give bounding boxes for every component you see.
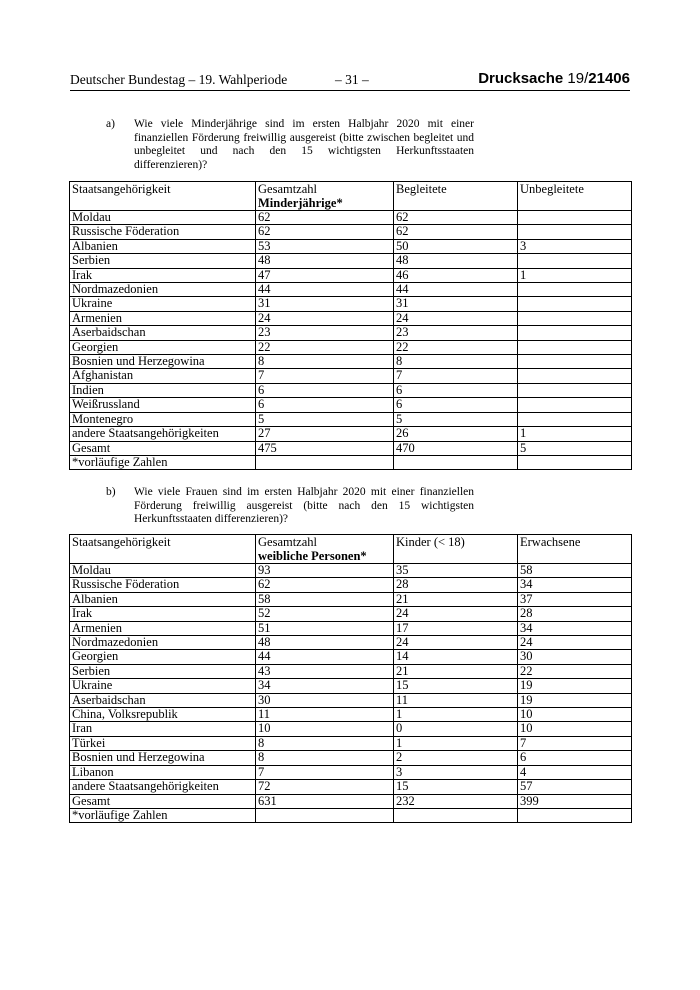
doc-number: 21406 bbox=[588, 70, 630, 87]
value-cell: 19 bbox=[518, 679, 632, 693]
value-cell: 17 bbox=[394, 621, 518, 635]
value-cell: 631 bbox=[256, 794, 394, 808]
value-cell: 27 bbox=[256, 427, 394, 441]
question-a-text: Wie viele Minderjährige sind im ersten Halbjahr 2020 mit einer finanziellen Förderung freiwillig ausgereist (bitte zwischen begleitet und unbegleitet und nach den 15 wichtigsten Herkunftsstaaten differenzieren)? bbox=[134, 118, 474, 171]
value-cell: 58 bbox=[518, 564, 632, 578]
doc-label: Drucksache bbox=[478, 70, 564, 87]
value-cell: 3 bbox=[518, 239, 632, 253]
value-cell bbox=[256, 455, 394, 469]
value-cell: 7 bbox=[256, 369, 394, 383]
question-a bbox=[106, 118, 474, 172]
value-cell: 1 bbox=[394, 708, 518, 722]
value-cell: 24 bbox=[394, 311, 518, 325]
table-row bbox=[70, 427, 632, 441]
value-cell: 21 bbox=[394, 664, 518, 678]
value-cell bbox=[518, 383, 632, 397]
country-cell: Weißrussland bbox=[70, 398, 256, 412]
doc-number-prefix: 19/ bbox=[567, 70, 589, 87]
value-cell: 4 bbox=[518, 765, 632, 779]
value-cell: 48 bbox=[256, 254, 394, 268]
value-cell: 44 bbox=[394, 283, 518, 297]
value-cell: 47 bbox=[256, 268, 394, 282]
table-row bbox=[70, 736, 632, 750]
country-cell: Georgien bbox=[70, 340, 256, 354]
value-cell: 34 bbox=[518, 578, 632, 592]
value-cell: 232 bbox=[394, 794, 518, 808]
country-cell: Aserbaidschan bbox=[70, 693, 256, 707]
value-cell: 28 bbox=[394, 578, 518, 592]
table-row bbox=[70, 398, 632, 412]
country-cell: Albanien bbox=[70, 592, 256, 606]
column-header-text: Kinder (< 18) bbox=[396, 535, 465, 549]
value-cell bbox=[518, 283, 632, 297]
country-cell: Georgien bbox=[70, 650, 256, 664]
country-cell: Bosnien und Herzegowina bbox=[70, 751, 256, 765]
value-cell: 19 bbox=[518, 693, 632, 707]
table-row bbox=[70, 664, 632, 678]
table-row bbox=[70, 369, 632, 383]
table-row bbox=[70, 383, 632, 397]
value-cell: 5 bbox=[256, 412, 394, 426]
table-row bbox=[70, 794, 632, 808]
value-cell: 24 bbox=[394, 636, 518, 650]
value-cell: 58 bbox=[256, 592, 394, 606]
value-cell: 6 bbox=[256, 398, 394, 412]
value-cell: 10 bbox=[518, 722, 632, 736]
value-cell: 5 bbox=[394, 412, 518, 426]
column-header bbox=[394, 535, 518, 564]
value-cell bbox=[518, 355, 632, 369]
column-header bbox=[394, 182, 518, 211]
header-publisher: Deutscher Bundestag – 19. Wahlperiode bbox=[70, 72, 288, 87]
table-row bbox=[70, 340, 632, 354]
value-cell: 44 bbox=[256, 283, 394, 297]
value-cell: 62 bbox=[256, 225, 394, 239]
value-cell: 23 bbox=[394, 326, 518, 340]
country-cell: andere Staatsangehörigkeiten bbox=[70, 427, 256, 441]
table-row bbox=[70, 765, 632, 779]
table-row bbox=[70, 621, 632, 635]
table-row bbox=[70, 708, 632, 722]
value-cell: 62 bbox=[256, 578, 394, 592]
value-cell: 6 bbox=[394, 383, 518, 397]
value-cell bbox=[518, 211, 632, 225]
value-cell: 2 bbox=[394, 751, 518, 765]
value-cell: 24 bbox=[394, 607, 518, 621]
value-cell: 11 bbox=[394, 693, 518, 707]
value-cell bbox=[518, 225, 632, 239]
country-cell: Armenien bbox=[70, 311, 256, 325]
table-row bbox=[70, 592, 632, 606]
country-cell: Ukraine bbox=[70, 297, 256, 311]
country-cell: Moldau bbox=[70, 564, 256, 578]
country-cell: Türkei bbox=[70, 736, 256, 750]
table-row bbox=[70, 650, 632, 664]
country-cell: Armenien bbox=[70, 621, 256, 635]
value-cell: 31 bbox=[256, 297, 394, 311]
country-cell: Nordmazedonien bbox=[70, 283, 256, 297]
value-cell: 22 bbox=[256, 340, 394, 354]
country-cell: Nordmazedonien bbox=[70, 636, 256, 650]
value-cell: 14 bbox=[394, 650, 518, 664]
table-row bbox=[70, 311, 632, 325]
value-cell: 399 bbox=[518, 794, 632, 808]
page-header bbox=[70, 70, 630, 91]
country-cell: *vorläufige Zahlen bbox=[70, 455, 256, 469]
value-cell: 51 bbox=[256, 621, 394, 635]
question-a-label: a) bbox=[106, 118, 115, 130]
table-row bbox=[70, 441, 632, 455]
table-women bbox=[69, 534, 632, 823]
document-number bbox=[478, 70, 630, 87]
country-cell: Albanien bbox=[70, 239, 256, 253]
value-cell: 1 bbox=[394, 736, 518, 750]
value-cell: 0 bbox=[394, 722, 518, 736]
value-cell: 93 bbox=[256, 564, 394, 578]
value-cell: 7 bbox=[256, 765, 394, 779]
value-cell: 52 bbox=[256, 607, 394, 621]
table-row bbox=[70, 751, 632, 765]
value-cell: 62 bbox=[394, 211, 518, 225]
value-cell: 44 bbox=[256, 650, 394, 664]
value-cell: 26 bbox=[394, 427, 518, 441]
value-cell: 50 bbox=[394, 239, 518, 253]
column-header-text: Begleitete bbox=[396, 182, 447, 196]
value-cell: 6 bbox=[256, 383, 394, 397]
column-header-text: Erwachsene bbox=[520, 535, 581, 549]
country-cell: Indien bbox=[70, 383, 256, 397]
table-row bbox=[70, 239, 632, 253]
value-cell: 10 bbox=[518, 708, 632, 722]
table-row bbox=[70, 636, 632, 650]
country-cell: Iran bbox=[70, 722, 256, 736]
country-cell: Russische Föderation bbox=[70, 225, 256, 239]
value-cell bbox=[394, 808, 518, 822]
value-cell bbox=[518, 297, 632, 311]
column-header-text: Minderjährige* bbox=[258, 196, 343, 210]
value-cell: 31 bbox=[394, 297, 518, 311]
country-cell: Ukraine bbox=[70, 679, 256, 693]
table-row bbox=[70, 225, 632, 239]
table-row bbox=[70, 722, 632, 736]
value-cell: 48 bbox=[256, 636, 394, 650]
value-cell: 8 bbox=[394, 355, 518, 369]
column-header bbox=[70, 535, 256, 564]
country-cell: Russische Föderation bbox=[70, 578, 256, 592]
column-header-text: Staatsangehörigkeit bbox=[72, 182, 171, 196]
table-row bbox=[70, 808, 632, 822]
value-cell: 15 bbox=[394, 679, 518, 693]
value-cell: 1 bbox=[518, 427, 632, 441]
question-b-label: b) bbox=[106, 486, 116, 498]
column-header-text: Unbegleitete bbox=[520, 182, 584, 196]
column-header-text: Staatsangehörigkeit bbox=[72, 535, 171, 549]
value-cell: 1 bbox=[518, 268, 632, 282]
question-b-text: Wie viele Frauen sind im ersten Halbjahr 2020 mit einer finanziellen Förderung freiwillig ausgereist (bitte nach den 15 wichtigsten Herkunftsstaaten differenzieren)? bbox=[134, 486, 474, 526]
value-cell bbox=[394, 455, 518, 469]
value-cell bbox=[518, 412, 632, 426]
country-cell: Afghanistan bbox=[70, 369, 256, 383]
value-cell: 62 bbox=[394, 225, 518, 239]
value-cell: 30 bbox=[256, 693, 394, 707]
value-cell: 34 bbox=[256, 679, 394, 693]
value-cell: 22 bbox=[394, 340, 518, 354]
country-cell: Irak bbox=[70, 607, 256, 621]
country-cell: Moldau bbox=[70, 211, 256, 225]
column-header bbox=[256, 535, 394, 564]
table-row bbox=[70, 355, 632, 369]
value-cell bbox=[518, 340, 632, 354]
table-header-row bbox=[70, 535, 632, 564]
table-row bbox=[70, 326, 632, 340]
table-minors bbox=[69, 181, 632, 470]
table-row bbox=[70, 780, 632, 794]
column-header-text: Gesamtzahl bbox=[258, 535, 318, 549]
table-row bbox=[70, 412, 632, 426]
country-cell: Serbien bbox=[70, 664, 256, 678]
value-cell bbox=[518, 369, 632, 383]
column-header bbox=[70, 182, 256, 211]
country-cell: Montenegro bbox=[70, 412, 256, 426]
country-cell: andere Staatsangehörigkeiten bbox=[70, 780, 256, 794]
page-number: – 31 – bbox=[335, 72, 369, 87]
value-cell: 43 bbox=[256, 664, 394, 678]
value-cell: 10 bbox=[256, 722, 394, 736]
table-row bbox=[70, 283, 632, 297]
table-row bbox=[70, 211, 632, 225]
column-header bbox=[518, 182, 632, 211]
country-cell: Aserbaidschan bbox=[70, 326, 256, 340]
value-cell bbox=[518, 311, 632, 325]
table-row bbox=[70, 455, 632, 469]
value-cell: 24 bbox=[518, 636, 632, 650]
value-cell: 7 bbox=[518, 736, 632, 750]
country-cell: Libanon bbox=[70, 765, 256, 779]
country-cell: Gesamt bbox=[70, 794, 256, 808]
value-cell: 8 bbox=[256, 751, 394, 765]
table-row bbox=[70, 564, 632, 578]
value-cell: 72 bbox=[256, 780, 394, 794]
value-cell: 62 bbox=[256, 211, 394, 225]
question-b bbox=[106, 486, 474, 527]
country-cell: Irak bbox=[70, 268, 256, 282]
value-cell: 30 bbox=[518, 650, 632, 664]
value-cell bbox=[518, 326, 632, 340]
column-header bbox=[518, 535, 632, 564]
value-cell: 5 bbox=[518, 441, 632, 455]
value-cell bbox=[256, 808, 394, 822]
value-cell: 57 bbox=[518, 780, 632, 794]
value-cell: 24 bbox=[256, 311, 394, 325]
value-cell: 48 bbox=[394, 254, 518, 268]
table-row bbox=[70, 254, 632, 268]
country-cell: Gesamt bbox=[70, 441, 256, 455]
value-cell: 7 bbox=[394, 369, 518, 383]
value-cell: 6 bbox=[518, 751, 632, 765]
value-cell: 37 bbox=[518, 592, 632, 606]
value-cell: 46 bbox=[394, 268, 518, 282]
value-cell: 15 bbox=[394, 780, 518, 794]
value-cell: 35 bbox=[394, 564, 518, 578]
table-row bbox=[70, 578, 632, 592]
table-row bbox=[70, 607, 632, 621]
value-cell bbox=[518, 398, 632, 412]
value-cell bbox=[518, 808, 632, 822]
table-row bbox=[70, 679, 632, 693]
value-cell: 8 bbox=[256, 736, 394, 750]
value-cell: 53 bbox=[256, 239, 394, 253]
column-header-text: weibliche Personen* bbox=[258, 549, 367, 563]
column-header-text: Gesamtzahl bbox=[258, 182, 318, 196]
value-cell: 28 bbox=[518, 607, 632, 621]
value-cell: 8 bbox=[256, 355, 394, 369]
value-cell bbox=[518, 455, 632, 469]
country-cell: *vorläufige Zahlen bbox=[70, 808, 256, 822]
table-row bbox=[70, 693, 632, 707]
value-cell: 22 bbox=[518, 664, 632, 678]
value-cell: 21 bbox=[394, 592, 518, 606]
value-cell: 6 bbox=[394, 398, 518, 412]
value-cell: 23 bbox=[256, 326, 394, 340]
value-cell: 11 bbox=[256, 708, 394, 722]
country-cell: China, Volksrepublik bbox=[70, 708, 256, 722]
value-cell: 34 bbox=[518, 621, 632, 635]
table-header-row bbox=[70, 182, 632, 211]
value-cell: 475 bbox=[256, 441, 394, 455]
column-header bbox=[256, 182, 394, 211]
country-cell: Bosnien und Herzegowina bbox=[70, 355, 256, 369]
value-cell bbox=[518, 254, 632, 268]
table-row bbox=[70, 297, 632, 311]
value-cell: 3 bbox=[394, 765, 518, 779]
value-cell: 470 bbox=[394, 441, 518, 455]
table-row bbox=[70, 268, 632, 282]
country-cell: Serbien bbox=[70, 254, 256, 268]
